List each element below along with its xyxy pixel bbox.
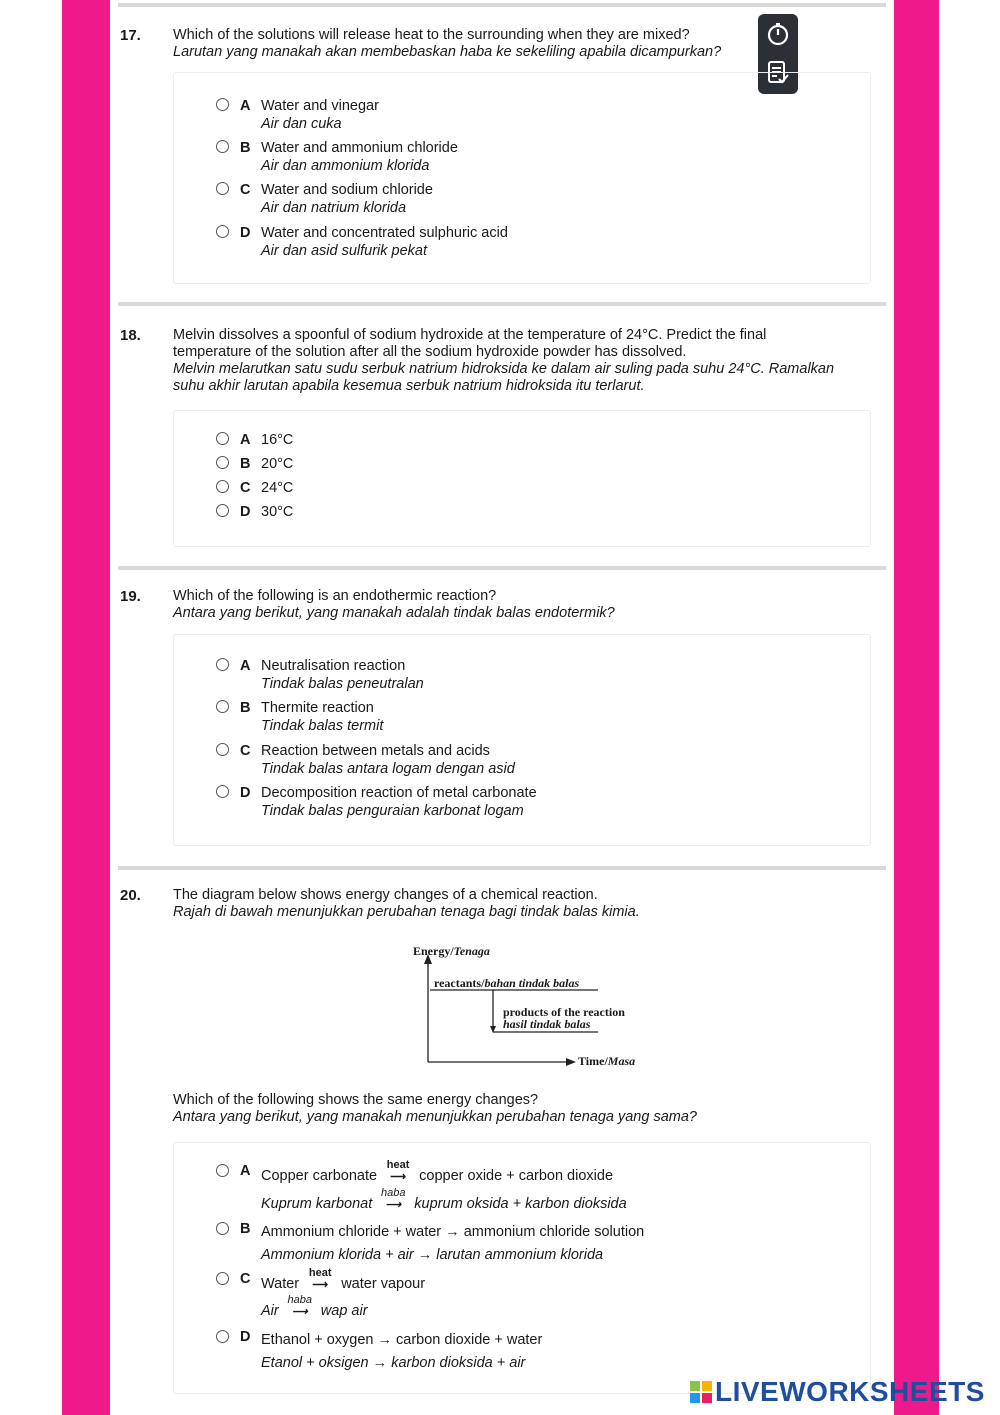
radio-button[interactable] (216, 658, 229, 671)
question-text: Which of the following shows the same energy changes? Antara yang berikut, yang manakah menunjukkan perubahan tenaga yang sama? (173, 1092, 697, 1125)
radio-button[interactable] (216, 432, 229, 445)
y-axis-label: Energy/Tenaga (413, 944, 490, 958)
right-pink-band (894, 0, 939, 1415)
separator (118, 566, 886, 570)
radio-button[interactable] (216, 1164, 229, 1177)
timer-icon[interactable] (766, 22, 790, 46)
radio-button[interactable] (216, 456, 229, 469)
question-text (173, 27, 721, 61)
radio-button[interactable] (216, 225, 229, 238)
products-label: products of the reaction hasil tindak balas (503, 1005, 625, 1031)
question-text-en: Which of the solutions will release heat to the surrounding when they are mixed? (173, 27, 690, 43)
question-number: 19. (120, 588, 141, 605)
question-text-ms: Larutan yang manakah akan membebaskan haba ke sekeliling apabila dicampurkan? (173, 44, 722, 60)
liveworksheets-logo: LIVEWORKSHEETS (690, 1376, 985, 1408)
radio-button[interactable] (216, 182, 229, 195)
radio-button[interactable] (216, 743, 229, 756)
radio-button[interactable] (216, 1222, 229, 1235)
separator (118, 302, 886, 306)
question-number: 20. (120, 887, 141, 904)
reactants-label: reactants/bahan tindak balas (434, 976, 580, 990)
question-number: 17. (120, 27, 141, 44)
left-pink-band (62, 0, 110, 1415)
radio-button[interactable] (216, 140, 229, 153)
question-text: Which of the following is an endothermic reaction? Antara yang berikut, yang manakah adalah tindak balas endotermik? (173, 588, 615, 621)
question-number: 18. (120, 327, 141, 344)
x-axis-label: Time/Masa (578, 1054, 636, 1068)
radio-button[interactable] (216, 1272, 229, 1285)
radio-button[interactable] (216, 785, 229, 798)
radio-button[interactable] (216, 504, 229, 517)
logo-icon (690, 1378, 712, 1400)
separator (118, 866, 886, 870)
question-text: The diagram below shows energy changes of a chemical reaction. Rajah di bawah menunjukkan perubahan tenaga bagi tindak balas kimia. (173, 887, 640, 920)
radio-button[interactable] (216, 480, 229, 493)
radio-button[interactable] (216, 1330, 229, 1343)
radio-button[interactable] (216, 700, 229, 713)
question-text: Melvin dissolves a spoonful of sodium hydroxide at the temperature of 24°C. Predict the final temperature of the solution after all the sodium hydroxide powder has dissolved. Melvin melarutkan satu sudu serbuk natrium hidroksida ke dalam air suling pada suhu 24°C. Ramalkan suhu akhir larutan apabila kesemua serbuk natrium hidroksida itu terlarut. (173, 327, 835, 394)
energy-level-diagram (408, 940, 668, 1080)
radio-button[interactable] (216, 98, 229, 111)
separator (118, 3, 886, 7)
